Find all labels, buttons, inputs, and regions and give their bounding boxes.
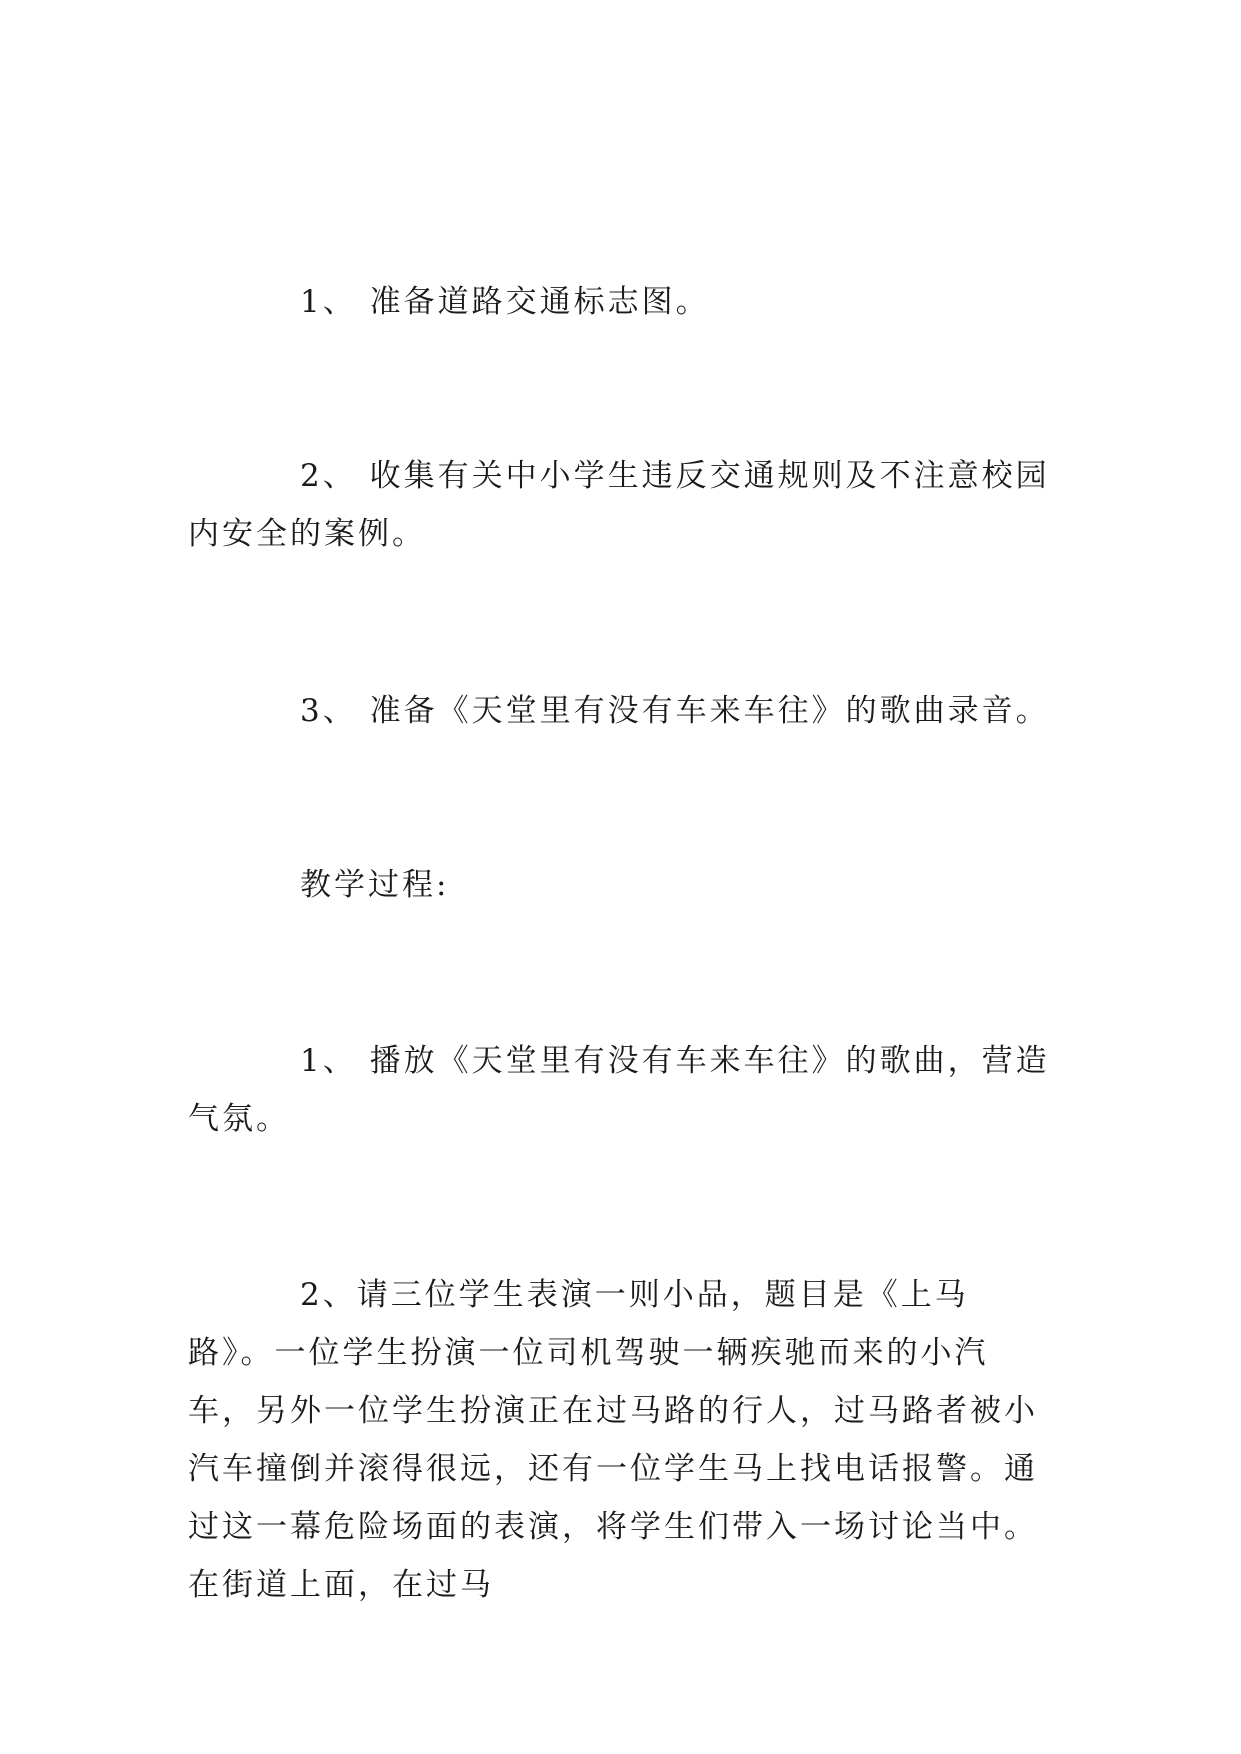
paragraph-process-step-2: 2、请三位学生表演一则小品，题目是《上马路》。一位学生扮演一位司机驾驶一辆疾驰而来的小汽车，另外一位学生扮演正在过马路的行人，过马路者被小汽车撞倒并滚得很远，还有一位学生马上找电话报警。通过这一幕危险场面的表演，将学生们带入一场讨论当中。在街道上面，在过马 <box>188 1277 1038 1603</box>
paragraph-prep-item-1: 1、 准备道路交通标志图。 <box>300 284 710 320</box>
paragraph-process-step-1: 1、 播放《天堂里有没有车来车往》的歌曲，营造气氛。 <box>188 1043 1050 1137</box>
section-heading-teaching-process: 教学过程: <box>300 867 450 903</box>
paragraph-prep-item-3: 3、 准备《天堂里有没有车来车往》的歌曲录音。 <box>300 693 1050 729</box>
paragraph-prep-item-2: 2、 收集有关中小学生违反交通规则及不注意校园内安全的案例。 <box>188 458 1050 552</box>
